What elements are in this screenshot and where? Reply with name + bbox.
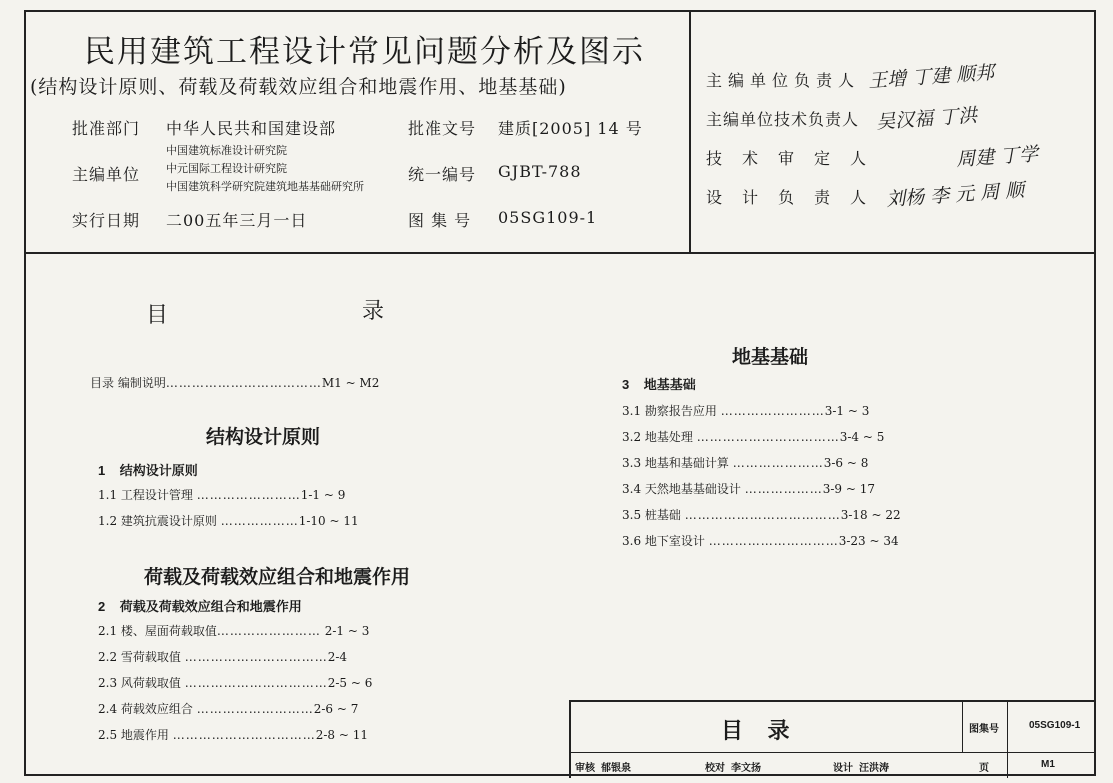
section-number: 2 <box>98 599 106 614</box>
toc-item-label: 2.3 风荷载取值 <box>98 676 181 690</box>
toc-item-label: 目录 编制说明 <box>90 376 166 390</box>
approval-dept: 中华人民共和国建设部 <box>166 119 337 138</box>
title-block-row-divider <box>571 752 1094 753</box>
title-block-design-label: 设计 <box>833 763 853 774</box>
header-block <box>26 12 1094 254</box>
toc-item-1-1[interactable] <box>98 486 345 503</box>
chief-unit-2: 中元国际工程设计研究院 <box>166 162 287 175</box>
toc-leader-dots: …………………………… <box>696 430 840 444</box>
title-block-page-label: 页 <box>979 763 989 774</box>
toc-item-1-2[interactable] <box>98 512 359 529</box>
toc-leader-dots: …………………… <box>720 404 825 418</box>
toc-item-3-3[interactable] <box>622 454 868 471</box>
toc-item-label: 2.5 地震作用 <box>98 728 169 742</box>
approval-doc: 建质[2005] 14 号 <box>498 119 643 138</box>
toc-item-pages: 3-4 ~ 5 <box>839 430 885 444</box>
resp-3-label: 技术审定人 <box>706 149 887 168</box>
toc-item-label: 3.2 地基处理 <box>622 430 693 444</box>
toc-item-2-4[interactable] <box>98 700 358 717</box>
toc-item-pages: 2-1 ~ 3 <box>324 624 370 638</box>
toc-leader-dots: ………………… <box>732 456 824 470</box>
toc-item-2-5[interactable] <box>98 726 368 743</box>
toc-item-label: 2.2 雪荷载取值 <box>98 650 181 664</box>
toc-leader-dots: ……………………… <box>196 702 314 716</box>
contents-heading-left: 目 <box>146 303 169 328</box>
toc-item-2-1[interactable] <box>98 622 369 639</box>
approval-doc-label: 批准文号 <box>408 119 477 138</box>
resp-4-signature: 刘杨 李 元 周 顺 <box>885 179 1025 211</box>
toc-item-pages: 3-23 ~ 34 <box>838 534 899 548</box>
toc-item-label: 3.5 桩基础 <box>622 508 681 522</box>
toc-item-3-4[interactable] <box>622 480 875 497</box>
unified-no-label: 统一编号 <box>408 165 477 184</box>
toc-leader-dots: …………………… <box>216 624 321 638</box>
toc-leader-dots: ……………………………… <box>684 508 841 522</box>
toc-item-label: 2.1 楼、屋面荷载取值 <box>98 624 217 638</box>
toc-item-pages: 1-10 ~ 11 <box>298 514 359 528</box>
section-3-title: 地基基础 <box>732 347 809 368</box>
section-1-title: 结构设计原则 <box>206 427 321 448</box>
toc-item-3-6[interactable] <box>622 532 899 549</box>
toc-item-pages: 3-6 ~ 8 <box>823 456 869 470</box>
section-3-heading <box>622 374 696 393</box>
toc-item-preface[interactable] <box>90 374 379 391</box>
resp-2-label: 主编单位技术负责人 <box>706 110 860 129</box>
toc-item-label: 3.1 勘察报告应用 <box>622 404 717 418</box>
toc-leader-dots: ……………… <box>744 482 823 496</box>
atlas-no-label: 图 集 号 <box>408 211 472 230</box>
resp-2-signature: 吴汉福 丁洪 <box>875 104 978 134</box>
section-number: 1 <box>98 463 106 478</box>
resp-1-signature: 王增 丁建 顺邦 <box>867 61 995 93</box>
title-block-name: 目 录 <box>721 718 790 743</box>
title-block-atlas-no: 05SG109-1 <box>1029 720 1081 731</box>
section-number: 3 <box>622 377 630 392</box>
section-name: 地基基础 <box>643 377 696 392</box>
toc-item-pages: 2-6 ~ 7 <box>313 702 359 716</box>
drawing-sheet <box>24 10 1096 776</box>
title-block-review-name: 郁银泉 <box>601 763 631 774</box>
toc-item-2-3[interactable] <box>98 674 372 691</box>
toc-item-pages: 3-1 ~ 3 <box>824 404 870 418</box>
atlas-title: 民用建筑工程设计常见问题分析及图示 <box>84 34 645 70</box>
section-2-title: 荷载及荷载效应组合和地震作用 <box>144 567 411 588</box>
toc-item-pages: 1-1 ~ 9 <box>300 488 346 502</box>
toc-leader-dots: ……………… <box>220 514 299 528</box>
chief-unit-1: 中国建筑标准设计研究院 <box>166 144 287 157</box>
toc-leader-dots: …………………… <box>196 488 301 502</box>
section-name: 结构设计原则 <box>119 463 198 478</box>
header-divider <box>689 12 691 252</box>
toc-item-pages: 2-5 ~ 6 <box>327 676 373 690</box>
toc-leader-dots: ……………………………… <box>165 376 322 390</box>
resp-3-signature: 周建 丁学 <box>955 143 1039 171</box>
resp-1-label: 主编单位负责人 <box>706 71 861 90</box>
section-name: 荷载及荷载效应组合和地震作用 <box>119 599 302 614</box>
toc-item-label: 3.6 地下室设计 <box>622 534 705 548</box>
impl-date-label: 实行日期 <box>72 211 141 230</box>
chief-unit-label: 主编单位 <box>72 165 141 184</box>
toc-leader-dots: ………………………… <box>708 534 839 548</box>
title-block-page-no: M1 <box>1041 759 1055 770</box>
toc-item-label: 1.2 建筑抗震设计原则 <box>98 514 217 528</box>
toc-item-3-5[interactable] <box>622 506 901 523</box>
title-block-review-label: 审核 <box>575 763 595 774</box>
toc-item-3-2[interactable] <box>622 428 884 445</box>
resp-4-label: 设计负责人 <box>706 188 887 207</box>
atlas-no: 05SG109-1 <box>498 208 598 227</box>
title-block-design-name: 汪洪涛 <box>859 763 889 774</box>
toc-leader-dots: …………………………… <box>172 728 316 742</box>
title-block-atlas-label: 图集号 <box>969 724 999 735</box>
toc-item-pages: 2-8 ~ 11 <box>315 728 369 742</box>
toc-item-pages: M1 ~ M2 <box>321 376 380 390</box>
toc-item-pages: 2-4 <box>327 650 348 664</box>
toc-leader-dots: …………………………… <box>184 676 328 690</box>
contents-heading-right: 录 <box>362 299 385 324</box>
approval-dept-label: 批准部门 <box>72 119 141 138</box>
toc-item-pages: 3-18 ~ 22 <box>840 508 901 522</box>
section-2-heading <box>98 596 302 615</box>
section-1-heading <box>98 460 198 479</box>
toc-item-label: 1.1 工程设计管理 <box>98 488 193 502</box>
chief-unit-3: 中国建筑科学研究院建筑地基基础研究所 <box>166 180 364 193</box>
impl-date: 二00五年三月一日 <box>166 211 308 230</box>
toc-item-label: 3.4 天然地基基础设计 <box>622 482 741 496</box>
atlas-subtitle: (结构设计原则、荷载及荷载效应组合和地震作用、地基基础) <box>30 76 567 98</box>
toc-leader-dots: …………………………… <box>184 650 328 664</box>
title-block-check-name: 李文扬 <box>731 763 761 774</box>
toc-item-label: 2.4 荷载效应组合 <box>98 702 193 716</box>
title-block <box>569 700 1096 778</box>
toc-item-pages: 3-9 ~ 17 <box>822 482 876 496</box>
toc-item-3-1[interactable] <box>622 402 869 419</box>
toc-item-2-2[interactable] <box>98 648 347 665</box>
title-block-check-label: 校对 <box>705 763 725 774</box>
unified-no: GJBT-788 <box>498 162 582 181</box>
toc-item-label: 3.3 地基和基础计算 <box>622 456 729 470</box>
